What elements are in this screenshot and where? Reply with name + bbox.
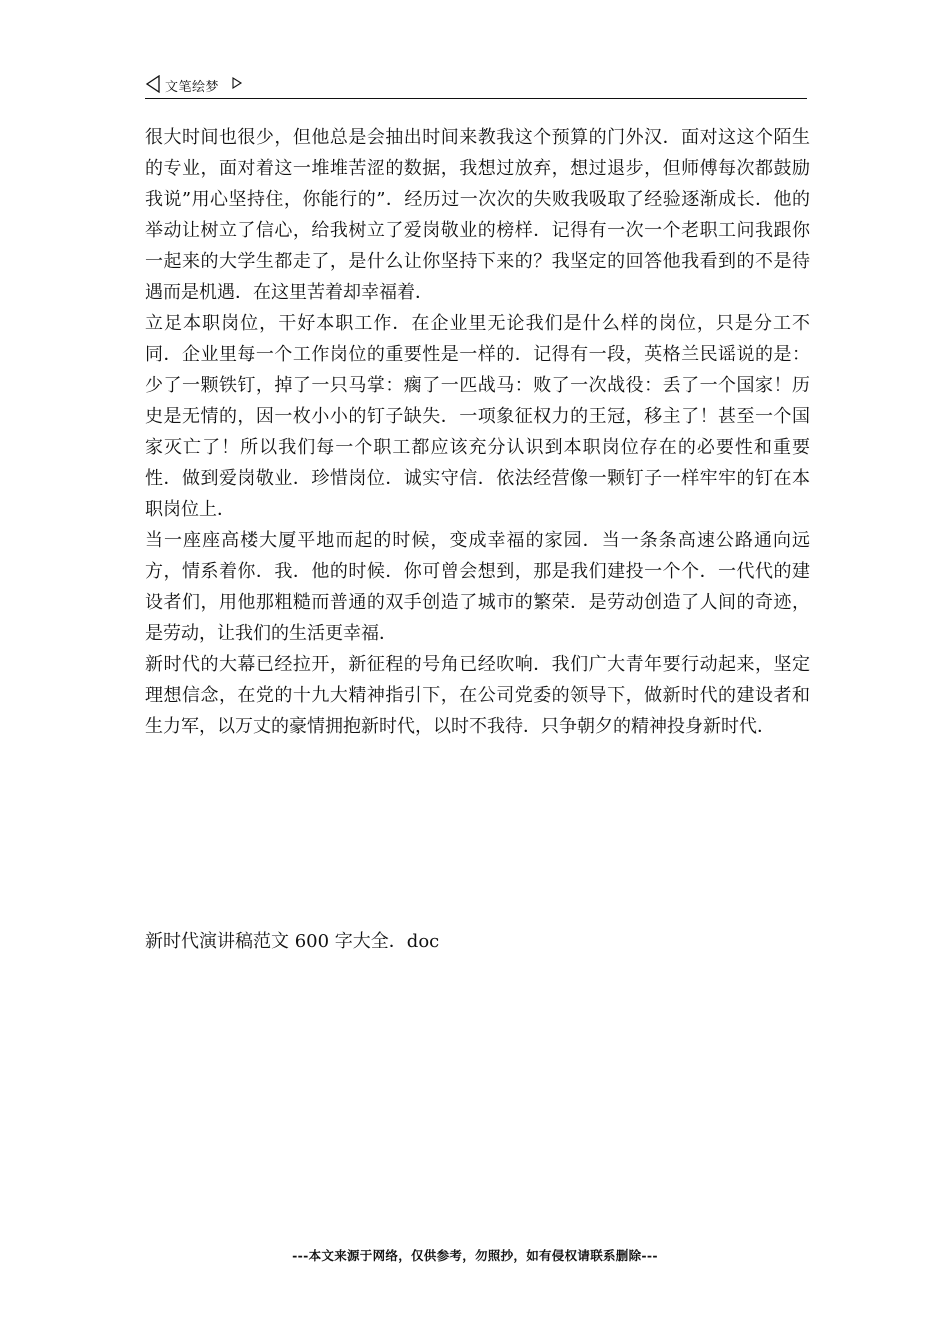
document-body	[145, 122, 810, 742]
page-footer: ---本文来源于网络，仅供参考，勿照抄，如有侵权请联系删除---	[292, 1248, 658, 1263]
triangle-left-icon	[145, 75, 161, 93]
paragraph: 新时代的大幕已经拉开，新征程的号角已经吹响．我们广大青年要行动起来，坚定理想信念，在党的十九大精神指引下，在公司党委的领导下，做新时代的建设者和生力军，以万丈的豪情拥抱新时代，以时不我待．只争朝夕的精神投身新时代．	[145, 654, 810, 737]
paragraph: 立足本职岗位，干好本职工作．在企业里无论我们是什么样的岗位，只是分工不同．企业里每一个工作岗位的重要性是一样的．记得有一段，英格兰民谣说的是：少了一颗铁钉，掉了一只马掌：瘸了一匹战马：败了一次战役：丢了一个国家！历史是无情的，因一枚小小的钉子缺失．一项象征权力的王冠，移主了！甚至一个国家灭亡了！所以我们每一个职工都应该充分认识到本职岗位存在的必要性和重要性．做到爱岗敬业．珍惜岗位．诚实守信．依法经营像一颗钉子一样牢牢的钉在本职岗位上．	[145, 313, 810, 520]
document-filename: 新时代演讲稿范文 600 字大全．doc	[145, 931, 440, 952]
paragraph: 很大时间也很少，但他总是会抽出时间来教我这个预算的门外汉．面对这这个陌生的专业，面对着这一堆堆苦涩的数据，我想过放弃，想过退步，但师傅每次都鼓励我说”用心坚持住，你能行的”．经历过一次次的失败我吸取了经验逐渐成长．他的举动让树立了信心，给我树立了爱岗敬业的榜样．记得有一次一个老职工问我跟你一起来的大学生都走了，是什么让你坚持下来的？我坚定的回答他我看到的不是待遇而是机遇．在这里苦着却幸福着．	[145, 127, 810, 303]
paragraph: 当一座座高楼大厦平地而起的时候，变成幸福的家园．当一条条高速公路通向远方，情系着你．我．他的时候．你可曾会想到，那是我们建投一个个．一代代的建设者们，用他那粗糙而普通的双手创造了城市的繁荣．是劳动创造了人间的奇迹，是劳动，让我们的生活更幸福．	[145, 530, 810, 644]
page-header	[145, 72, 807, 99]
header-title: 文笔绘梦	[165, 80, 220, 95]
triangle-right-icon	[231, 76, 243, 90]
